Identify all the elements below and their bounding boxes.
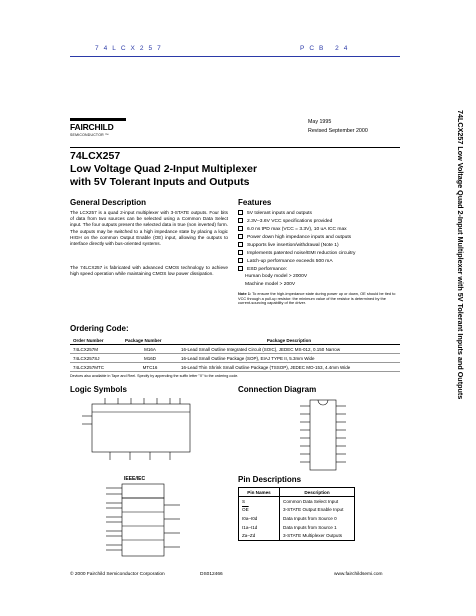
bullet-icon xyxy=(238,250,243,255)
bullet-icon xyxy=(238,218,243,223)
general-p1: The LCX257 is a quad 2-input multiplexer with 3-STATE outputs. Four bits of data from two sources can be selected using a Common Data Select input. The four outputs present the selected data in true (non inverted) form. The outputs may be switched to a high impedance state by placing a logic HIGH on the common Output Enable (OE) input, allowing the outputs to interface directly with bus-oriented systems. xyxy=(70,210,228,247)
bullet-icon xyxy=(238,258,243,263)
header-rule xyxy=(70,56,400,57)
pins-heading: Pin Descriptions xyxy=(238,475,302,484)
table-row: $\overline{OE}$ 3-STATE Output Enable Input xyxy=(239,506,355,515)
feature-item: Power down high impedance inputs and outputs xyxy=(238,234,351,240)
ordering-footnote: Devices also available in Tape and Reel. Specify by appending the suffix letter "X" to the ordering code. xyxy=(70,374,239,378)
table-row: Za–Zd 3-STATE Multiplexer Outputs xyxy=(239,531,355,540)
footer-url: www.fairchildsemi.com xyxy=(334,572,383,577)
general-heading: General Description xyxy=(70,198,147,207)
footer-copyright: © 2000 Fairchild Semiconductor Corporation xyxy=(70,572,165,577)
feature-item: Supports live insertion/withdrawal (Note 1) xyxy=(238,242,339,248)
logic-heading: Logic Symbols xyxy=(70,385,127,394)
esd-machine: Machine model > 200V xyxy=(245,282,296,287)
ieee-iec-label: IEEE/IEC xyxy=(124,476,146,482)
features-heading: Features xyxy=(238,198,272,207)
table-row: 74LCX257MTC MTC16 16-Lead Thin Shrink Small Outline Package (TSSOP), JEDEC MO-153, 4.4mm Wide xyxy=(70,363,400,372)
bullet-icon xyxy=(238,226,243,231)
table-row: 74LCX257M M16A 16-Lead Small Outline Integrated Circuit (SOIC), JEDEC MS-012, 0.150 Narrow xyxy=(70,345,400,354)
ordering-table xyxy=(70,337,400,372)
feature-item: 2.3V–3.6V VCC specifications provided xyxy=(238,218,332,224)
feature-item: ESD performance: xyxy=(238,266,287,272)
logo-subtitle: SEMICONDUCTOR ™ xyxy=(70,133,109,137)
feature-item: Implements patented noise/EMI reduction circuitry xyxy=(238,250,355,256)
revised-date: Revised September 2000 xyxy=(308,128,368,134)
connection-heading: Connection Diagram xyxy=(238,385,317,394)
table-row: 74LCX257SJ M16D 16-Lead Small Outline Package (SOP), EIAJ TYPE II, 5.3mm Wide xyxy=(70,354,400,363)
col-package-number: Package Number xyxy=(122,337,178,345)
bullet-icon xyxy=(238,234,243,239)
feature-item: 5V tolerant inputs and outputs xyxy=(238,210,312,216)
general-p2: The 74LCX257 is fabricated with advanced CMOS technology to achieve high speed operation while maintaining CMOS low power dissipation. xyxy=(70,265,228,277)
title-line-1: Low Voltage Quad 2-Input Multiplexer xyxy=(70,163,258,175)
bullet-icon xyxy=(238,210,243,215)
table-row: I0a–I0d Data Inputs from Source 0 xyxy=(239,514,355,523)
feature-item: Latch-up performance exceeds 500 mA xyxy=(238,258,333,264)
col-order-number: Order Number xyxy=(70,337,122,345)
logo: FAIRCHILD xyxy=(70,122,114,132)
pin-table xyxy=(238,487,355,541)
bullet-icon xyxy=(238,242,243,247)
connection-diagram xyxy=(280,398,370,474)
col-package-description: Package Description xyxy=(178,337,400,345)
feature-item: 6.0 ns tPD max (VCC = 3.3V), 10 uA ICC max xyxy=(238,226,347,232)
col-description: Description xyxy=(280,488,355,497)
esd-human: Human body model > 2000V xyxy=(245,274,308,279)
logo-bar xyxy=(70,118,126,121)
issue-date: May 1995 xyxy=(308,119,332,125)
footer-ds-number: DS012466 xyxy=(200,572,223,577)
table-row: S Common Data Select Input xyxy=(239,497,355,506)
side-title: 74LCX257 Low Voltage Quad 2-Input Multiplexer with 5V Tolerant Inputs and Outputs xyxy=(456,110,465,400)
feature-note: Note 1: To ensure the high-impedance state during power up or down, OE should be tied to VCC through a pull-up resistor: the minimum value of the resistor is determined by the current-sourcing capability of the driver. xyxy=(238,291,396,306)
part-number: 74LCX257 xyxy=(70,150,121,162)
header-left: 74LCX257 xyxy=(95,45,166,52)
header-right: PCB 24 xyxy=(300,45,353,52)
ordering-heading: Ordering Code: xyxy=(70,324,129,333)
bullet-icon xyxy=(238,266,243,271)
table-row: I1a–I1d Data Inputs from Source 1 xyxy=(239,523,355,532)
title-rule xyxy=(70,147,400,148)
col-pin-names: Pin Names xyxy=(239,488,280,497)
logic-symbol-diagram xyxy=(70,398,230,568)
title-line-2: with 5V Tolerant Inputs and Outputs xyxy=(70,176,250,188)
